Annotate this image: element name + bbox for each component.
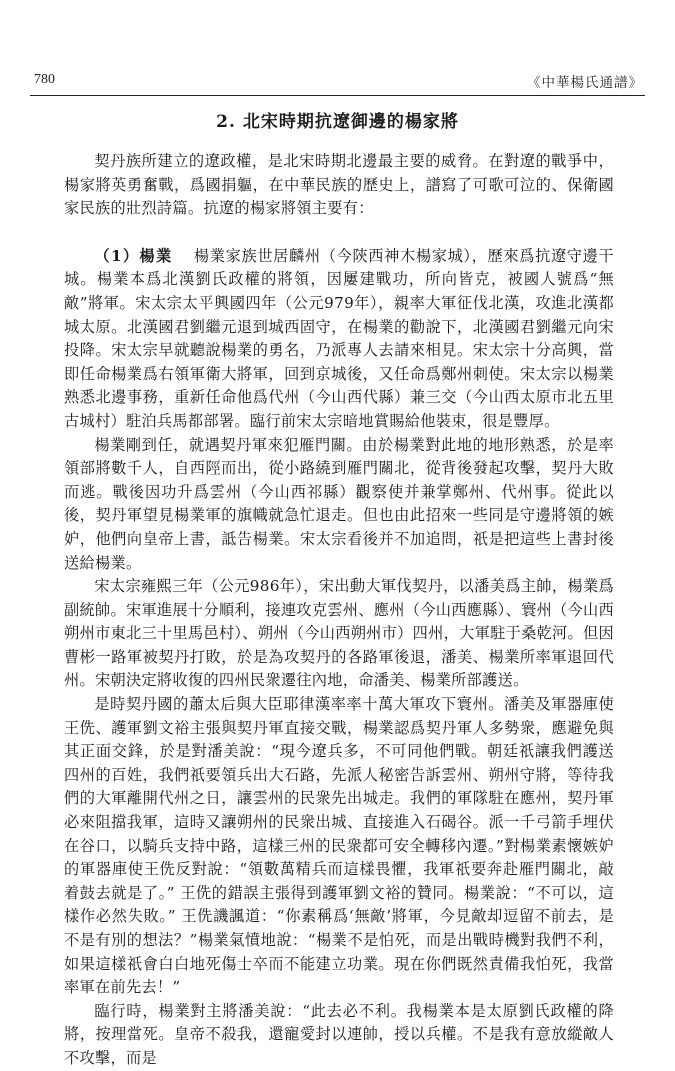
header-rule [30, 95, 645, 96]
body-paragraph: 楊業剛到任，就遇契丹軍來犯雁門關。由於楊業對此地的地形熟悉，於是率領部將數千人，自西陘而出，從小路繞到雁門關北，從背後發起攻擊，契丹大敗而逃。戰後因功升爲雲州（今山西祁縣）觀察使并兼掌鄭州、代州事。從此以後，契丹軍望見楊業軍的旗幟就急忙退走。但也由此招來一些同是守邊將領的嫉妒，他們向皇帝上書，詆告楊業。宋太宗看後并不加追問，祇是把這些上書封後送給楊業。 [64, 435, 614, 572]
section-title: 2. 北宋時期抗遼御邊的楊家將 [216, 112, 459, 132]
body-paragraph: 臨行時，楊業對主將潘美說：“此去必不利。我楊業本是太原劉氏政權的降將，按理當死。皇帝不殺我，還寵愛封以連帥，授以兵權。不是我有意放縱敵人不攻擊，而是 [64, 1001, 614, 1067]
body-text [64, 150, 614, 1071]
body-paragraph: 宋太宗雍熙三年（公元986年），宋出動大軍伐契丹，以潘美爲主帥，楊業爲副統帥。宋軍進展十分順利，接連攻克雲州、應州（今山西應縣）、寰州（今山西朔州市東北三十里馬邑村）、朔州（今山西朔州市）四州，大軍駐于桑乾河。但因曹彬一路軍被契丹打敗，於是為攻契丹的各路軍後退，潘美、楊業所率軍退回代州。宋朝決定將收復的四州民衆遷往內地，命潘美、楊業所部護送。 [64, 577, 614, 690]
entry-heading: （1）楊業 [94, 246, 173, 265]
entry-paragraph [64, 245, 614, 434]
entry-text: 楊業家族世居麟州（今陝西神木楊家城），歷來爲抗遼守邊干城。楊業本爲北漢劉氏政權的將領，因屢建戰功，所向皆克，被國人號爲“無敵”將軍。宋太宗太平興國四年（公元979年），親率大軍征伐北漢，攻進北漢都城太原。北漢國君劉繼元退到城西固守，在楊業的勸說下，北漢國君劉繼元向宋投降。宋太宗早就聽說楊業的勇名，乃派專人去請來相見。宋太宗十分高興，當即任命楊業爲右領軍衛大將軍，回到京城後，又任命爲鄭州刺使。宋太宗以楊業熟悉北邊事務，重新任命他爲代州（今山西代縣）兼三交（今山西太原市北五里古城村）駐泊兵馬都部署。臨行前宋太宗暗地賞賜給他裝束，很是豐厚。 [64, 246, 614, 430]
book-title: 《中華楊氏通譜》 [527, 75, 643, 91]
intro-paragraph: 契丹族所建立的遼政權，是北宋時期北邊最主要的威脅。在對遼的戰爭中，楊家將英勇奮戰，爲國捐軀，在中華民族的歷史上，譜寫了可歌可泣的、保衛國家民族的壯烈詩篇。抗遼的楊家將領主要有： [64, 152, 614, 218]
page-number: 780 [34, 72, 55, 87]
running-header [30, 70, 645, 92]
body-paragraph: 是時契丹國的蕭太后與大臣耶律漢率率十萬大軍攻下寰州。潘美及軍器庫使王侁、護軍劉文裕主張與契丹軍直接交戰，楊業認爲契丹軍人多勢衆，應避免與其正面交鋒，於是對潘美說：“現今遼兵多，不可同他們戰。朝廷祇讓我們護送四州的百姓，我們祇要領兵出大石路，先派人秘密告訴雲州、朔州守將，等待我們的大軍離開代州之日，讓雲州的民衆先出城走。我們的軍隊駐在應州，契丹軍必來阻擋我軍，這時又讓朔州的民衆出城、直接進入石碣谷。派一千弓箭手埋伏在谷口，以騎兵支持中路，這樣三州的民衆都可安全轉移內遷。”對楊業素懷嫉妒的軍器庫使王侁反對說：“領數萬精兵而這樣畏懼，我軍祇要奔赴雁門關北，敲着鼓去就是了。” 王侁的錯誤主張得到護軍劉文裕的贊同。楊業說：“不可以，這樣作必然失敗。” 王侁譏諷道：“你素稱爲‘無敵’將軍，今見敵却逗留不前去，是不是有別的想法？”楊業氣憤地說：“楊業不是怕死，而是出戰時機對我們不利，如果這樣祇會白白地死傷士卒而不能建立功業。現在你們既然責備我怕死，我當率軍在前先去！” [64, 695, 614, 997]
